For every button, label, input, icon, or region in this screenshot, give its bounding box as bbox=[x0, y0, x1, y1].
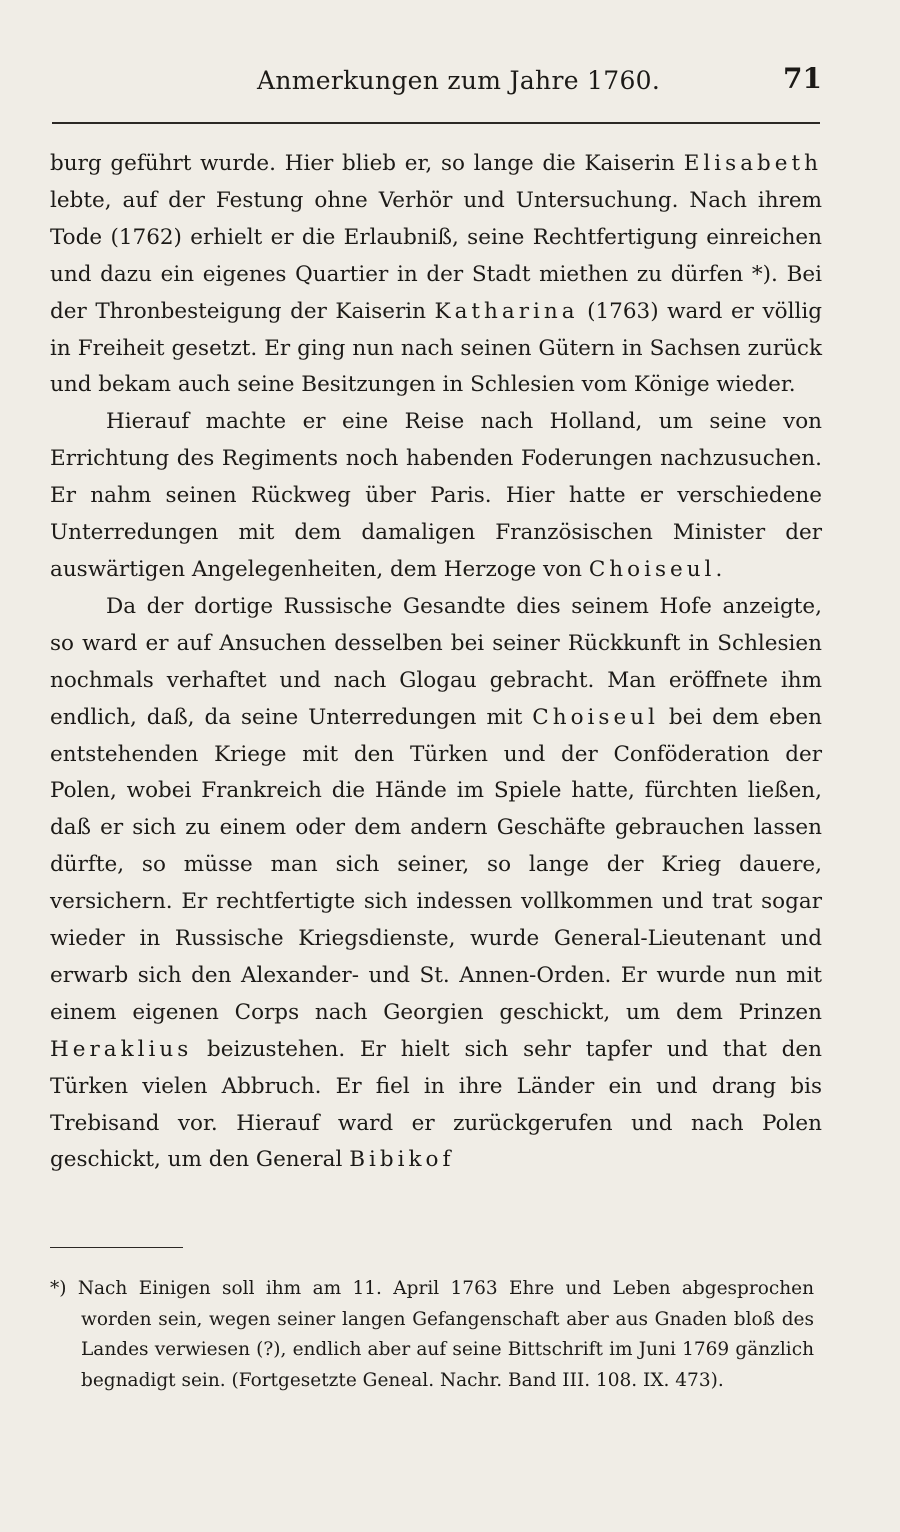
name-choiseul: Choiseul bbox=[588, 556, 716, 582]
header-rule bbox=[52, 122, 820, 124]
name-katharina: Katharina bbox=[434, 298, 579, 324]
paragraph-1 bbox=[50, 146, 822, 404]
paragraph-text: (1763) ward er völlig in Freiheit gesetzt. Er ging nun nach seinen Gütern in Sachsen zurück und bekam auch seine Besitzungen in Schlesien vom Könige wieder. bbox=[50, 298, 822, 398]
footnote-paragraph bbox=[50, 1274, 814, 1396]
paragraph-text: lebte, auf der Festung ohne Verhör und Untersuchung. Nach ihrem Tode (1762) erhielt er die Erlaubniß, seine Rechtfertigung einreichen und dazu ein eigenes Quartier in der Stadt miethen zu dürfen *). Bei der Thronbesteigung der Kaiserin bbox=[50, 187, 822, 324]
paragraph-text: burg geführt wurde. Hier blieb er, so lange die Kaiserin bbox=[50, 151, 684, 176]
footnote-marker: *) bbox=[50, 1278, 67, 1299]
paragraph-text: Da der dortige Russische Gesandte dies seinem Hofe anzeigte, so ward er auf Ansuchen desselben bei seiner Rückkunft in Schlesien nochmals verhaftet und nach Glogau gebracht. Man eröffnete ihm endlich, daß, da seine Unterredungen mit bbox=[50, 593, 822, 730]
paragraph-text: bei dem eben entstehenden Kriege mit den Türken und der Conföderation der Polen, wobei Frankreich die Hände im Spiele hatte, fürchten ließen, daß er sich zu einem oder dem andern Geschäfte gebrauchen lassen dürfte, so müsse man sich seiner, so lange der Krieg dauere, versichern. Er rechtfertigte sich indessen vollkommen und trat sogar wieder in Russische Kriegsdienste, wurde General-Lieutenant und erwarb sich den Alexander- und St. Annen-Orden. Er wurde nun mit einem eigenen Corps nach Georgien geschickt, um dem Prinzen bbox=[50, 704, 823, 1025]
paragraph-text: beizustehen. Er hielt sich sehr tapfer und that den Türken vielen Abbruch. Er fiel in ihre Länder ein und drang bis Trebisand vor. Hierauf ward er zurückgerufen und nach Polen geschickt, um den General bbox=[50, 1036, 822, 1173]
name-choiseul: Choiseul bbox=[532, 704, 659, 730]
page-number: 71 bbox=[783, 62, 822, 95]
main-text bbox=[50, 146, 822, 1179]
paragraph-text: Hierauf machte er eine Reise nach Holland, um seine von Errichtung des Regiments noch habenden Foderungen nachzusuchen. Er nahm seinen Rückweg über Paris. Hier hatte er verschiedene Unterredungen mit dem damaligen Französischen Minister der auswärtigen Angelegenheiten, dem Herzoge von bbox=[50, 409, 822, 582]
footnote bbox=[50, 1274, 814, 1396]
running-title: Anmerkungen zum Jahre 1760. bbox=[257, 66, 661, 95]
paragraph-3 bbox=[50, 589, 822, 1180]
paragraph-2 bbox=[50, 404, 822, 589]
name-heraklius: Heraklius bbox=[50, 1036, 193, 1062]
footnote-text: Nach Einigen soll ihm am 11. April 1763 Ehre und Leben abgesprochen worden sein, wegen seiner langen Gefangenschaft aber aus Gnaden bloß des Landes verwiesen (?), endlich aber auf seine Bittschrift im Juni 1769 gänzlich begnadigt sein. (Fortgesetzte Geneal. Nachr. Band III. 108. IX. 473). bbox=[77, 1278, 815, 1391]
paragraph-text: . bbox=[715, 556, 723, 582]
name-bibikof: Bibikof bbox=[349, 1147, 455, 1173]
name-elisabeth: Elisabeth bbox=[683, 151, 822, 176]
page-header bbox=[52, 58, 828, 104]
footnote-rule bbox=[50, 1247, 183, 1248]
